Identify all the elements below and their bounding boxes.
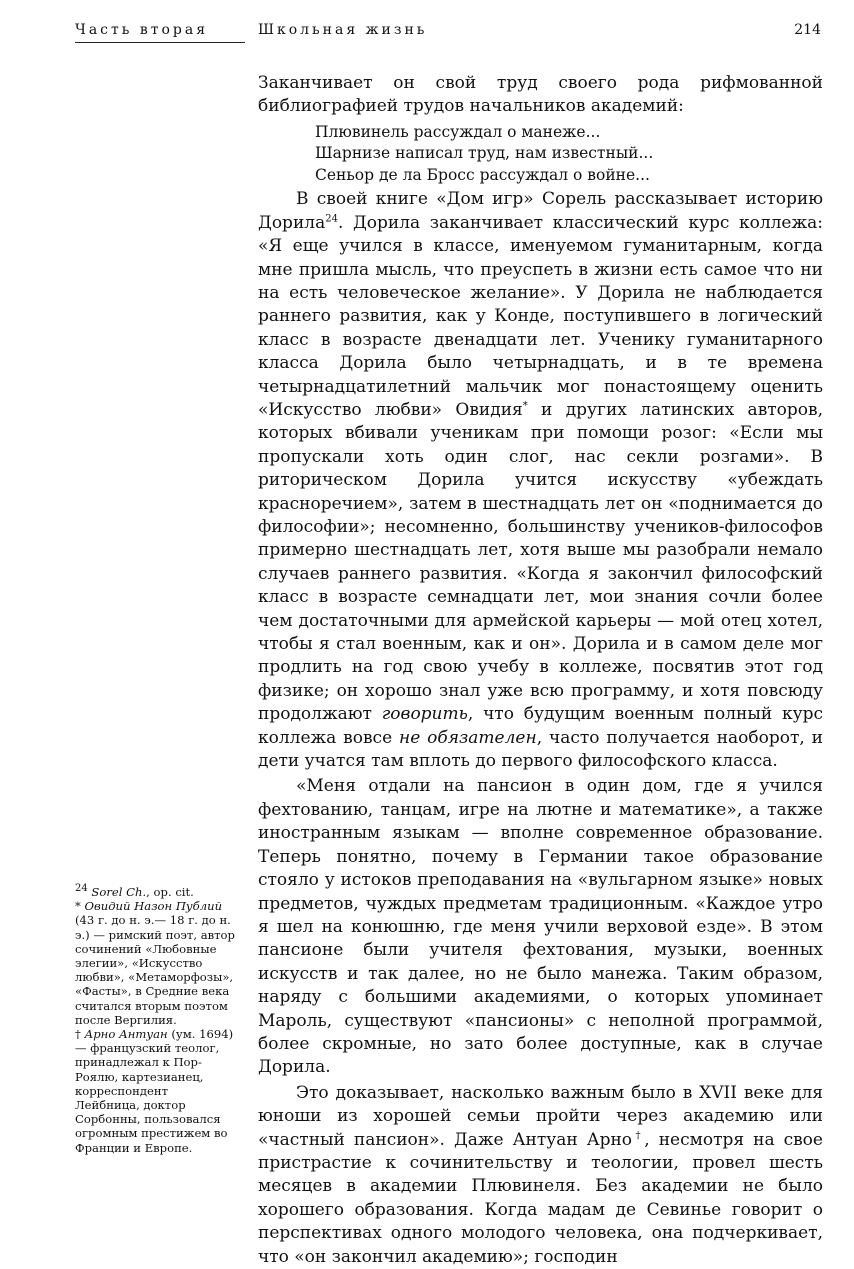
note-dagger	[75, 1027, 235, 1155]
verse-line: Сеньор де ла Бросс рассуждал о войне...	[315, 165, 650, 184]
footnote-ref-dagger: †	[632, 1129, 645, 1141]
verse-line: Плювинель рассуждал о манеже...	[315, 122, 601, 141]
paragraph-2-text-e: , часто получается наоборот, и дети учатся там вплоть до первого философского класса.	[258, 727, 824, 772]
paragraph-1: Заканчивает он свой труд своего рода рифмованной библиографией трудов начальников академий:	[258, 73, 823, 117]
note-mark: †	[75, 1027, 81, 1042]
verse-quote	[315, 122, 823, 187]
note-text: (43 г. до н. э.— 18 г. до н. э.) — римский поэт, автор сочинений «Любовные элегии», «Искусство любви», «Метаморфозы», «Фасты», в Средние века считался вторым поэтом после Вергилия.	[75, 913, 235, 1027]
note-text: (ум. 1694) — французский теолог, принадлежал к Пор-Роялю, картезианец, корреспондент Лейбница, доктор Сорбонны, пользовался огромным престижем во Франции и Европе.	[75, 1027, 234, 1155]
main-text	[258, 72, 823, 1269]
paragraph-3: «Меня отдали на пансион в один дом, где я учился фехтованию, танцам, игре на лютне и математике», а также иностранным языкам — вполне современное образование. Теперь понятно, почему в Германии такое образование стояло у истоков преподавания на «вульгарном языке» новых предметов, чуждых предметам традиционным. «Каждое утро я шел на конюшню, где меня учили верховой езде». В этом пансионе были учителя фехтования, музыки, военных искусств и так далее, но не было манежа. Таким образом, наряду с большими академиями, о которых упоминает Мароль, существуют «пансионы» с неполной программой, более скромные, но зато более доступные, как в случае Дорила.	[258, 776, 823, 1078]
page-number: 214	[794, 22, 821, 38]
running-head-part: Часть вторая	[75, 22, 209, 38]
running-head-section: Школьная жизнь	[258, 22, 428, 38]
margin-notes	[75, 885, 235, 1155]
emphasis-ne-obyazatelen: не обязателен	[399, 727, 537, 748]
paragraph-2-text-c: и других латинских авторов, которых вбивали ученикам при помощи розог: «Если мы пропускали хоть один слог, нас секли розгами». В риторическом Дорила учится искусству «убеждать красноречием», затем в шестнадцать лет он «поднимается до философии»; несомненно, большинству учеников-философов примерно шестнадцать лет, хотя выше мы разобрали немало случаев раннего развития. «Когда я закончил философский класс в возрасте семнадцати лет, мои знания сочли более чем достаточными для армейской карьеры — мой отец хотел, чтобы я стал военным, как и он». Дорила и в самом деле мог продлить на год свою учебу в коллеже, посвятив этот год физике; он хорошо знал уже всю программу, и хотя повсюду продолжают	[258, 399, 823, 725]
verse-line: Шарнизе написал труд, нам известный...	[315, 144, 654, 163]
paragraph-4	[258, 1082, 823, 1269]
note-mark: *	[75, 899, 81, 914]
emphasis-govorit: говорить	[381, 704, 468, 725]
header-rule	[75, 42, 245, 43]
paragraph-2-text-d: , что будущим военным полный курс коллежа вовсе	[258, 704, 823, 748]
paragraph-2-text-a: В своей книге «Дом игр» Сорель рассказывает историю Дорила	[258, 189, 823, 233]
note-name: Овидий Назон Публий	[84, 899, 223, 914]
footnote-ref-24: 24	[325, 213, 338, 225]
paragraph-4-text-b: , несмотря на свое пристрастие к сочинительству и теологии, провел шесть месяцев в академии Плювинеля. Без академии не было хорошего образования. Когда мадам де Севинье говорит о перспективах одного молодого человека, она подчеркивает, что «он закончил академию»; господин	[258, 1129, 823, 1267]
note-star	[75, 899, 235, 1027]
note-author: Sorel Ch.	[91, 885, 147, 899]
note-text: , op. cit.	[146, 885, 194, 899]
footnote-ref-star: *	[522, 400, 528, 412]
note-24	[75, 885, 235, 899]
note-mark: 24	[75, 883, 88, 895]
note-name: Арно Антуан	[84, 1027, 168, 1042]
paragraph-4-text-a: Это доказывает, насколько важным было в XVII веке для юноши из хорошей семьи пройти через академию или «частный пансион». Даже Антуан Арно	[258, 1082, 823, 1150]
paragraph-2	[258, 188, 823, 773]
paragraph-2-text-b: . Дорила заканчивает классический курс коллежа: «Я еще учился в классе, именуемом гуманитарным, когда мне пришла мысль, что преуспеть в жизни есть самое что ни на есть человеческое желание». У Дорила не наблюдается раннего развития, как у Конде, поступившего в логический класс в возрасте двенадцати лет. Ученику гуманитарного класса Дорила было четырнадцать, и в те времена четырнадцатилетний мальчик мог понастоящему оценить «Искусство любви» Овидия	[258, 212, 823, 420]
